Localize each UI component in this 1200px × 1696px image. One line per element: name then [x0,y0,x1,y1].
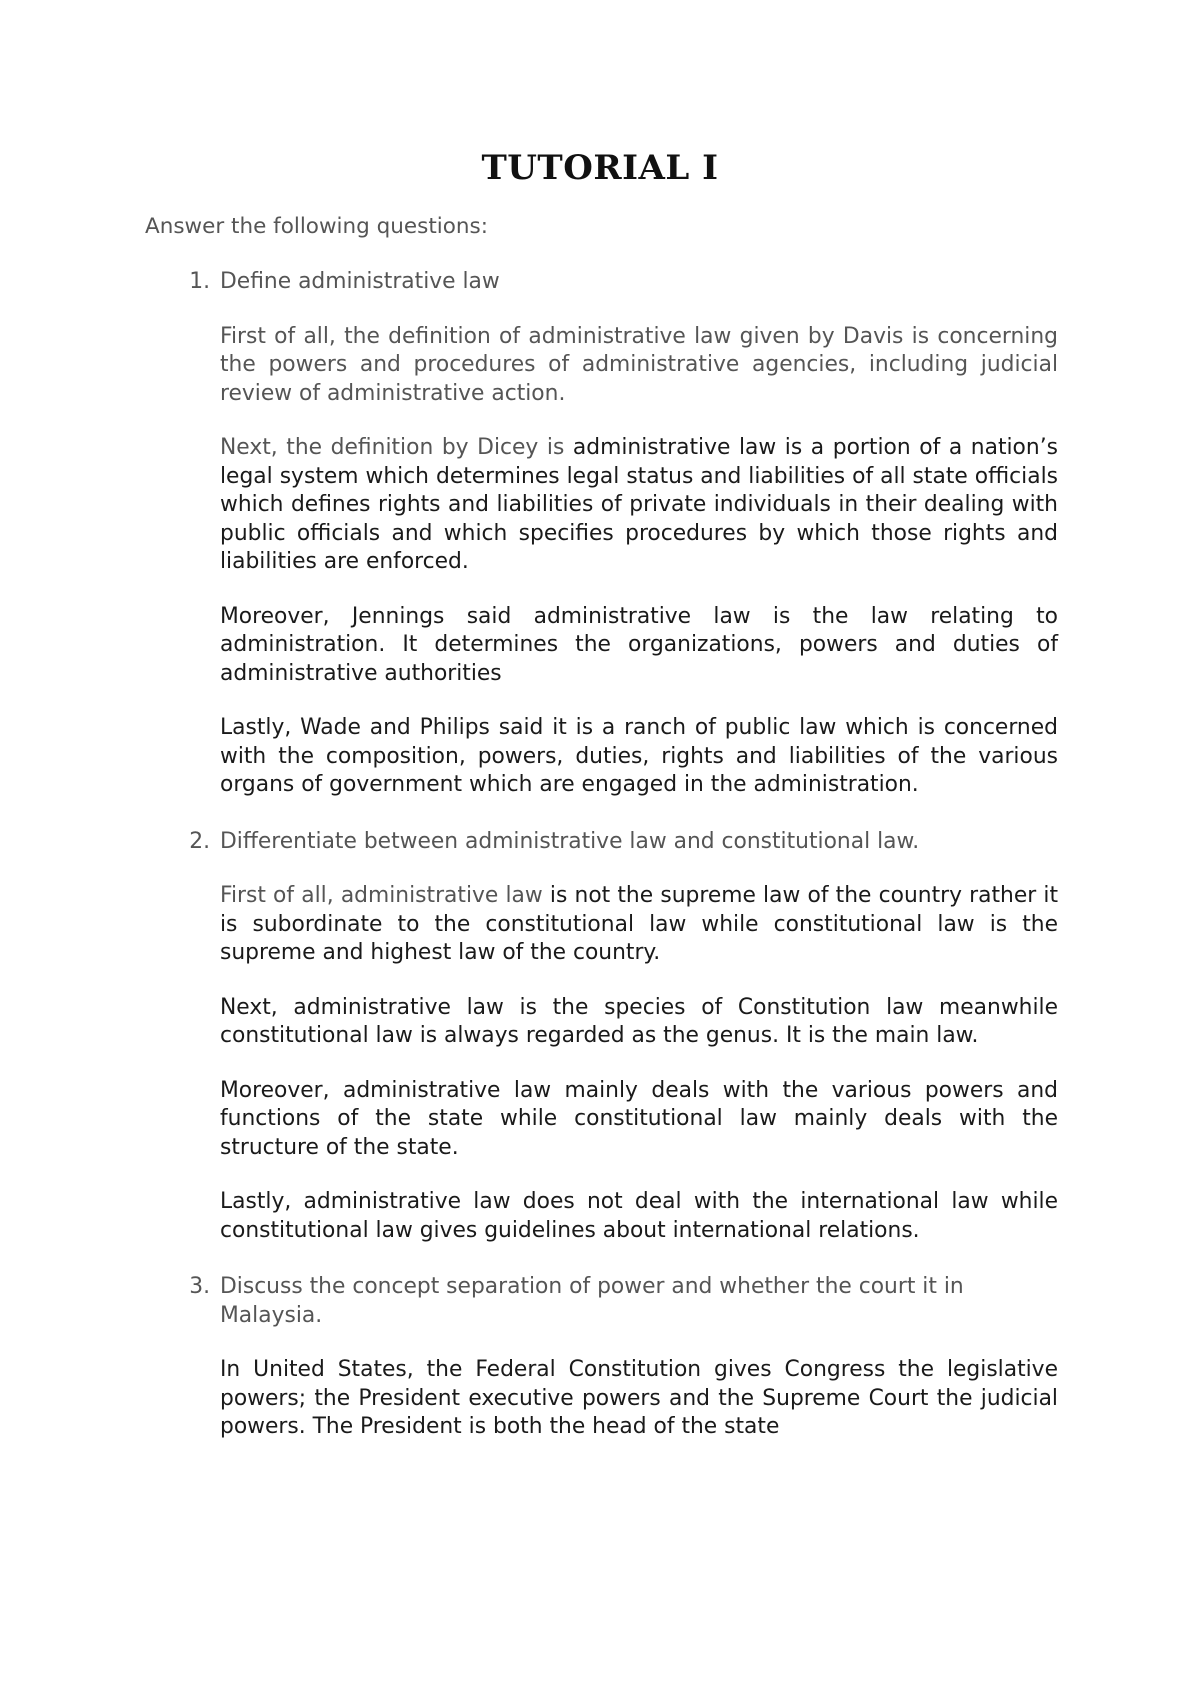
question-list [189,268,1058,1442]
question-text: Differentiate between administrative law and constitutional law. [220,828,920,854]
document-title: TUTORIAL I [481,148,719,188]
intro-text: Answer the following questions: [145,214,488,239]
answer-muted-text: First of all, the definition of administrative law given by Davis is concerning the powers and procedures of administrative agencies, including judicial review of administrative action. [220,323,1058,406]
answer-paragraph [220,994,1058,1051]
question-number: 2. [189,828,210,854]
answer-text: Next, administrative law is the species of Constitution law meanwhile constitutional law is always regarded as the genus. It is the main law. [220,994,1058,1048]
question-1 [189,268,1058,297]
answer-paragraph [220,1188,1058,1245]
answer-text: administrative law is a portion of a nation’s legal system which determines legal status and liabilities of all state officials which defines rights and liabilities of private individuals in their dealing with public officials and which specifies procedures by which those rights and liabilities are enforced. [220,435,1058,574]
question-number: 3. [189,1274,210,1299]
answer-muted-text: Next, the definition by Dicey is [220,435,565,460]
answer-paragraph [220,434,1058,577]
answer-paragraph [220,714,1058,800]
question-text: Define administrative law [220,269,500,294]
answer-paragraph [220,603,1058,689]
answer-text: Lastly, administrative law does not deal with the international law while constitutional law gives guidelines about international relations. [220,1189,1058,1243]
answer-muted-text: First of all, administrative law [220,883,543,908]
answer-text: is not the supreme law of the country rather it is subordinate to the constitutional law while constitutional law is the supreme and highest law of the country. [220,883,1058,965]
answer-text: Lastly, Wade and Philips said it is a ranch of public law which is concerned with the composition, powers, duties, rights and liabilities of the various organs of government which are engaged in the administration. [220,715,1058,797]
answer-paragraph [220,1356,1058,1442]
spacer [220,800,1058,828]
answer-paragraph [220,323,1058,409]
answer-text: Moreover, administrative law mainly deals with the various powers and functions of the state while constitutional law mainly deals with the structure of the state. [220,1077,1058,1160]
answer-text: In United States, the Federal Constitution gives Congress the legislative powers; the President executive powers and the Supreme Court the judicial powers. The President is both the head of the state [220,1357,1058,1439]
question-number: 1. [189,269,210,294]
question-3 [189,1273,1058,1330]
answer-paragraph [220,1077,1058,1163]
answer-paragraph [220,882,1058,968]
question-2 [189,828,1058,857]
answer-text: Moreover, Jennings said administrative law is the law relating to administration. It determines the organizations, powers and duties of administrative authorities [220,603,1058,686]
spacer [220,1245,1058,1273]
question-text: Discuss the concept separation of power and whether the court it in Malaysia. [220,1274,964,1328]
